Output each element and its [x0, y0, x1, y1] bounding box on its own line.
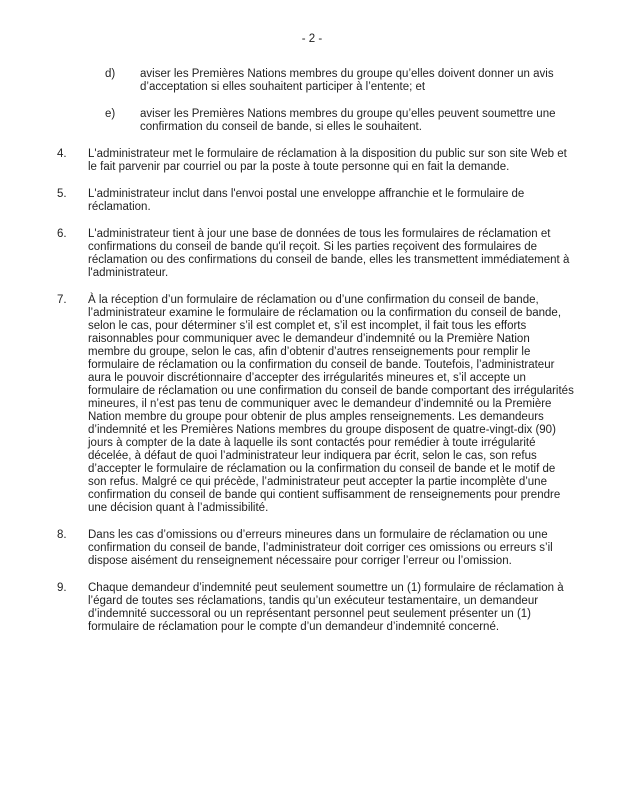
- paragraph-number: 9.: [57, 582, 67, 594]
- paragraph-number: 5.: [57, 188, 67, 200]
- paragraph-text: À la réception d’un formulaire de réclamation ou d’une confirmation du conseil de bande, l’administrateur examine le formulaire de réclamation ou la confirmation du conseil de bande, selon le cas, pour déterminer s’il est complet et, s’il est incomplet, il fait tous les efforts raisonnables pour communiquer avec le demandeur d’indemnité ou la Première Nation membre du groupe, selon le cas, afin d’obtenir d’autres renseignements pour remplir le formulaire de réclamation ou la confirmation du conseil de bande. Toutefois, l’administrateur aura le pouvoir discrétionnaire d’accepter des irrégularités mineures et, s’il accepte un formulaire de réclamation ou une confirmation du conseil de bande comportant des irrégularités mineures, il n’est pas tenu de communiquer avec le demandeur d’indemnité ou la Première Nation membre du groupe pour obtenir de plus amples renseignements. Les demandeurs d’indemnité et les Premières Nations membres du groupe disposent de quatre-vingt-dix (90) jours à compter de la date à laquelle ils sont contactés pour remédier à toute irrégularité décelée, à défaut de quoi l’administrateur leur indiquera par écrit, selon le cas, son refus d’accepter le formulaire de réclamation ou la confirmation du conseil de bande et le motif de son refus. Malgré ce qui précède, l’administrateur peut accepter la partie incomplète d’une confirmation du conseil de bande qui contient suffisamment de renseignements pour prendre une décision quant à l’admissibilité.: [88, 294, 574, 514]
- numbered-paragraph-8: [0, 529, 624, 568]
- paragraph-number: 7.: [57, 294, 67, 306]
- paragraph-text: L'administrateur inclut dans l'envoi postal une enveloppe affranchie et le formulaire de réclamation.: [88, 188, 525, 213]
- paragraph-number: 4.: [57, 148, 67, 160]
- paragraph-text: Dans les cas d’omissions ou d’erreurs mineures dans un formulaire de réclamation ou une confirmation du conseil de bande, l’administrateur doit corriger ces omissions ou erreurs s’il dispose aisément du renseignement nécessaire pour corriger l’erreur ou l’omission.: [88, 529, 553, 567]
- paragraph-number: 8.: [57, 529, 67, 541]
- numbered-paragraph-6: [0, 228, 624, 280]
- numbered-paragraph-7: [0, 294, 624, 515]
- numbered-paragraph-9: [0, 582, 624, 634]
- paragraph-number: 6.: [57, 228, 67, 240]
- list-item-text: aviser les Premières Nations membres du groupe qu’elles peuvent soumettre une confirmation du conseil de bande, si elles le souhaitent.: [140, 108, 556, 133]
- list-item-e: [0, 108, 624, 134]
- list-marker: e): [105, 108, 116, 120]
- numbered-paragraph-5: [0, 188, 624, 214]
- paragraph-text: L'administrateur met le formulaire de réclamation à la disposition du public sur son site Web et le fait parvenir par courriel ou par la poste à toute personne qui en fait la demande.: [88, 148, 567, 173]
- numbered-paragraph-4: [0, 148, 624, 174]
- page-number: - 2 -: [301, 33, 323, 45]
- list-item-text: aviser les Premières Nations membres du groupe qu’elles doivent donner un avis d’acceptation si elles souhaitent participer à l’entente; et: [140, 68, 554, 93]
- list-marker: d): [105, 68, 116, 80]
- paragraph-text: L'administrateur tient à jour une base de données de tous les formulaires de réclamation et confirmations du conseil de bande qu'il reçoit. Si les parties reçoivent des formulaires de réclamation ou des confirmations du conseil de bande, elles les transmettent immédiatement à l'administrateur.: [88, 228, 570, 279]
- list-item-d: [0, 68, 624, 94]
- paragraph-text: Chaque demandeur d’indemnité peut seulement soumettre un (1) formulaire de réclamation à l’égard de toutes ses réclamations, tandis qu’un exécuteur testamentaire, un demandeur d’indemnité successoral ou un représentant personnel peut seulement présenter un (1) formulaire de réclamation pour le compte d’un demandeur d’indemnité concerné.: [88, 582, 564, 633]
